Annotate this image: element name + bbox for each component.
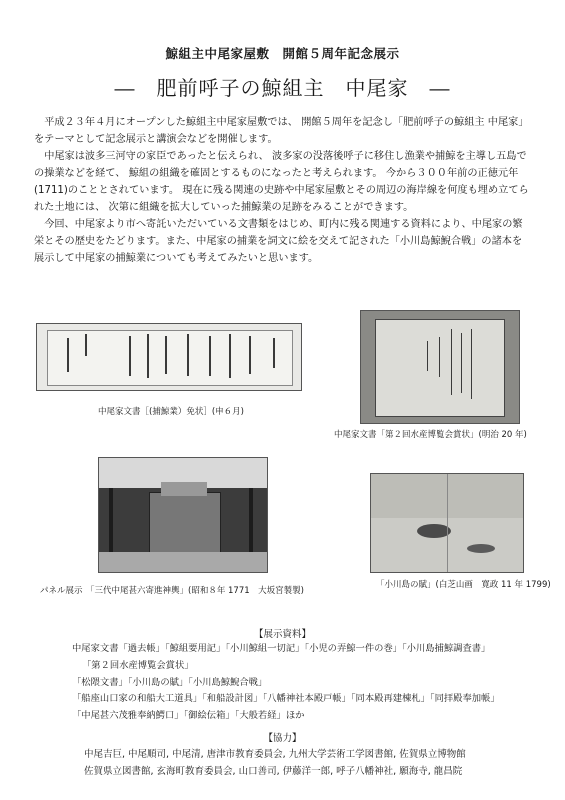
portable-shrine-caption: 「三代中尾甚六寄進神輿」(昭和８年 1771 大坂宮製製) (86, 586, 304, 596)
panel-label: パネル展示 (40, 586, 83, 596)
whaling-painting-caption: 「小川島の賦」(白芝山画 寛政 11 年 1799) (376, 580, 551, 590)
exhibits-heading: 【展示資料】 (253, 629, 311, 640)
intro-paragraph: 今回、中尾家より市へ寄託いただいている文書類をはじめ、町内に残る関連する資料により、中尾家の繁栄とその歴史をたどります。また、中尾家の捕業を詞文に絵を交えて記された「小川島鯨鯢合戦」の諸本を展示して中尾家の捕鯨業についても考えてみたいと思います。 (34, 219, 523, 264)
exhibits-list (72, 641, 542, 725)
portable-shrine-photo (98, 457, 268, 573)
exhibit-line: 「第２回水産博覧会賞状」 (82, 659, 194, 671)
cooperation-list (84, 746, 544, 780)
document-license-caption: 中尾家文書［(捕鯨業）免状］(申６月) (98, 407, 244, 417)
exhibit-line: 「船座山口家の和船大工道具」「和船設計図」「八幡神社本殿戸帳」「同本殿再建棟札」「同拝殿奉加帳」 (72, 693, 500, 705)
award-certificate-caption: 中尾家文書「第２回水産博覧会賞状」(明治 20 年) (334, 430, 527, 440)
whaling-painting-photo (370, 473, 524, 573)
exhibit-line: 「中尾甚六茂雅奉納鰐口」「御絵伝箱」「大般若経」ほか (72, 710, 305, 722)
intro-paragraph: 平成２３年４月にオープンした鯨組主中尾家屋敷では、 開館５周年を記念し「肥前呼子の鯨組主 中尾家」をテーマとして記念展示と講演会などを開催します。 (34, 117, 529, 145)
header-subtitle: 鯨組主中尾家屋敷 開館５周年記念展示 (165, 46, 400, 61)
exhibit-line: 中尾家文書「過去帳」「鯨組要用記」「小川鯨組一切記」「小児の弄鯨一件の巻」「小川島捕鯨調査書」 (72, 643, 491, 654)
exhibit-line: 「松隈文書」「小川島の賦」「小川島鯨鯢合戦」 (72, 676, 268, 688)
intro-text (34, 114, 532, 267)
page-title: ― 肥前呼子の鯨組主 中尾家 ― (114, 76, 451, 100)
cooperation-line: 中尾吉巨, 中尾順司, 中尾清, 唐津市教育委員会, 九州大学芸術工学図書館, 佐賀県立博物館 (84, 749, 466, 760)
cooperation-line: 佐賀県立図書館, 玄海町教育委員会, 山口善司, 伊藤洋一郎, 呼子八幡神社, 願海寺, 龍昌院 (84, 766, 463, 777)
award-certificate-photo (360, 310, 520, 424)
document-license-photo (36, 323, 302, 391)
intro-paragraph: 中尾家は波多三河守の家臣であったと伝えられ、 波多家の没落後呼子に移住し漁業や捕鯨を主導し五島での操業などを経て、 鯨組の組織を確固とするものになったと考えられます。 今から３００年前の正徳元年(1711)のこととされています。 現在に残る関連の史跡や中尾家屋敷とその周辺の海岸線を何度も埋め立てられた土地には、 次第に組織を拡大していった捕鯨業の足跡をみることができます。 (34, 151, 529, 213)
cooperation-heading: 【協力】 (263, 733, 302, 744)
